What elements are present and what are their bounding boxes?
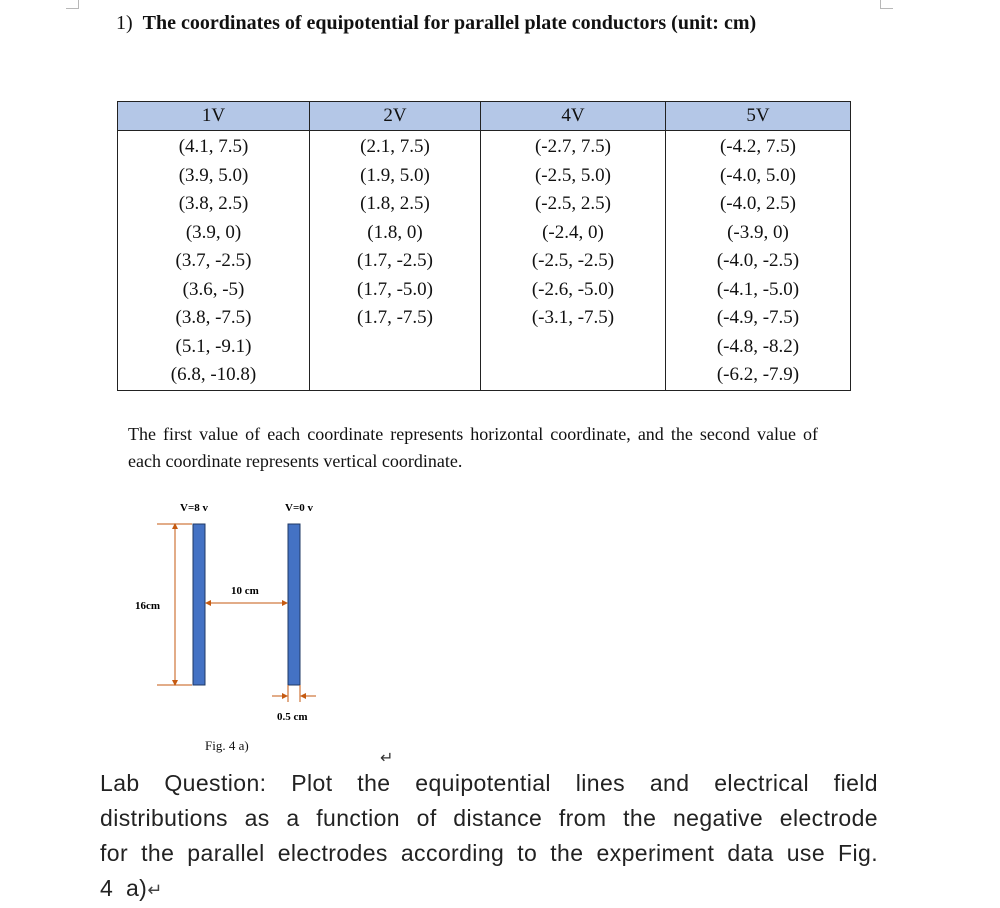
coordinate-cell: (-2.7, 7.5) [534,136,611,157]
coordinate-cell: (1.7, -2.5) [357,250,433,271]
equipotential-coordinates-table [117,101,851,391]
heading-text: The coordinates of equipotential for parallel plate conductors (unit: cm) [142,12,757,34]
coordinate-cell: (2.1, 7.5) [360,136,430,157]
coordinate-cell: (3.9, 5.0) [178,164,249,186]
coordinate-cell: (3.9, 0) [185,221,242,243]
parallel-plate-figure [120,495,350,735]
page-corner-mark-left [66,0,79,9]
coordinate-cell: (6.8, -10.8) [170,364,257,385]
column-5v [665,131,850,391]
negative-plate [288,524,300,685]
table-body-row [118,131,851,391]
paragraph-return-mark: ↵ [380,748,394,767]
coordinate-cell: (1.8, 0) [367,221,423,243]
section-heading [116,12,756,35]
coordinate-cell: (-2.5, 2.5) [534,193,611,214]
page-corner-mark-right [880,0,893,9]
coordinate-cell: (-4.1, -5.0) [716,278,800,300]
right-plate-voltage-label: V=0 v [285,502,313,514]
coordinate-cell: (-2.4, 0) [542,221,604,243]
gap-label: 10 cm [231,585,259,597]
coordinate-cell: (4.1, 7.5) [178,136,249,157]
column-2v [310,131,481,391]
coordinate-cell: (3.6, -5) [182,278,245,300]
coordinate-cell: (3.8, -7.5) [175,307,252,328]
coordinate-cell: (3.8, 2.5) [178,193,249,214]
table-header-row [118,102,851,131]
positive-plate [193,524,205,685]
coordinate-cell: (-2.5, 5.0) [534,164,611,186]
heading-number: 1) [116,12,133,34]
coordinate-cell: (-6.2, -7.9) [716,364,800,385]
header-1v: 1V [118,102,310,131]
thickness-label: 0.5 cm [277,711,308,723]
coordinate-cell: (1.7, -7.5) [357,307,433,328]
header-2v: 2V [310,102,481,131]
coordinate-cell: (1.9, 5.0) [360,164,430,186]
coordinate-cell: (-4.0, 2.5) [719,193,796,214]
coordinate-note: The first value of each coordinate represents horizontal coordinate, and the second value of each coordinate represents vertical coordinate. [128,424,818,471]
coordinate-cell: (-3.1, -7.5) [531,307,615,328]
coordinate-cell: (1.8, 2.5) [360,193,430,214]
coordinate-cell: (-4.0, 5.0) [719,164,796,186]
lab-question [100,766,878,908]
header-5v: 5V [665,102,850,131]
coordinate-cell: (-2.5, -2.5) [531,250,615,271]
lab-question-text: Lab Question: Plot the equipotential lines and electrical field distributions as a function of distance from the negative electrode for the parallel electrodes according to the experiment data use Fig. 4 a) [100,770,878,901]
column-4v [480,131,665,391]
left-plate-voltage-label: V=8 v [180,502,208,514]
coordinate-cell: (5.1, -9.1) [175,335,252,357]
figure-caption: Fig. 4 a) [205,738,249,753]
header-4v: 4V [480,102,665,131]
height-label: 16cm [135,600,161,612]
coordinate-cell: (3.7, -2.5) [175,250,252,271]
coordinate-cell: (1.7, -5.0) [357,278,433,300]
coordinate-cell: (-4.0, -2.5) [716,250,800,271]
lab-question-return-mark: ↵ [147,880,163,901]
column-1v [118,131,310,391]
coordinate-cell: (-2.6, -5.0) [531,278,615,300]
coordinate-cell: (-3.9, 0) [727,221,789,243]
coordinate-cell: (-4.8, -8.2) [716,335,800,357]
coordinate-cell: (-4.2, 7.5) [719,136,796,157]
coordinate-cell: (-4.9, -7.5) [716,307,800,328]
